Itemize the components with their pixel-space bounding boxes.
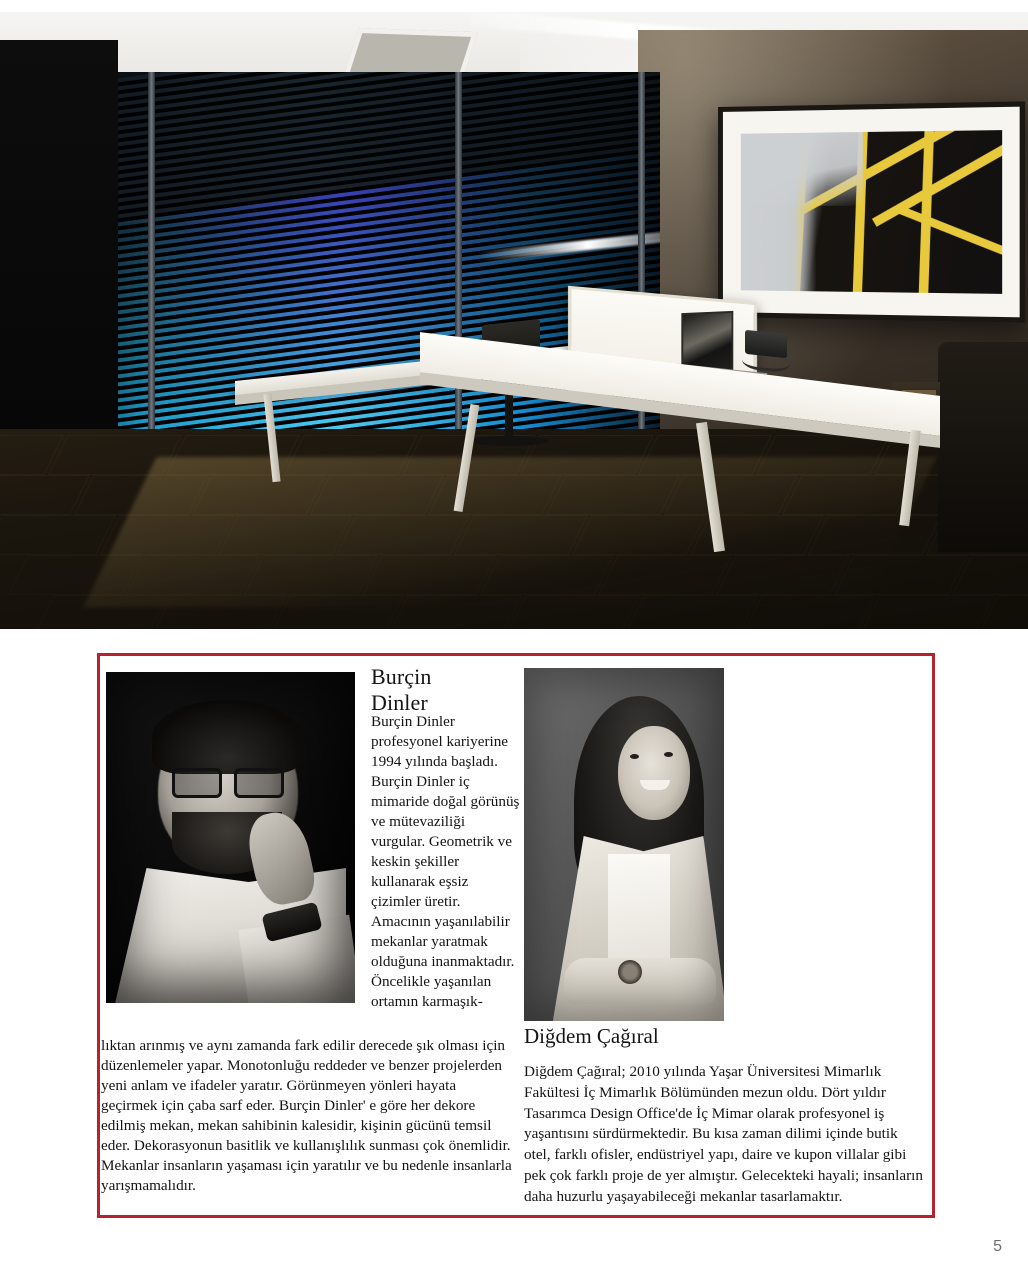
artwork-diagonal-bar <box>898 206 1002 259</box>
carpet-tile <box>244 555 378 595</box>
carpet-tile <box>74 475 208 515</box>
carpet-tile <box>834 555 968 595</box>
carpet-tile <box>546 475 680 515</box>
page-number: 5 <box>993 1238 1002 1255</box>
carpet-tile <box>506 595 640 629</box>
carpet-tile <box>782 475 916 515</box>
carpet-tile <box>48 435 182 475</box>
profile-body-text-digdem-cagiral: Diğdem Çağıral; 2010 yılında Yaşar Üniversitesi Mimarlık Fakültesi İç Mimarlık Bölümünden mezun oldu. Dört yıldır Tasarımca Design Office'de İç Mimar olarak profesyonel iş yaşantısını sürdürmektedir. Bu kısa zaman dilimi içinde butik otel, farklı ofisler, endüstriyel yapı, daire ve kupon villalar gibi pek çok farklı proje de yer almıştır. Gelecekteki hayali; insanların daha huzurlu yaşayabileceği mekanlar tasarlamaktır. <box>524 1063 923 1205</box>
portrait-photo-burcin-dinler <box>106 672 355 1003</box>
carpet-tile <box>362 555 496 595</box>
portrait-photo-digdem-cagiral <box>524 668 724 1021</box>
carpet-tile <box>284 435 418 475</box>
artwork-diagonal-bar <box>871 140 1002 227</box>
carpet-tile <box>742 595 876 629</box>
carpet-tile <box>808 515 942 555</box>
carpet-tile <box>310 475 444 515</box>
carpet-tile <box>100 515 234 555</box>
artwork-image <box>741 130 1002 294</box>
carpet-tile <box>572 515 706 555</box>
carpet-tile <box>192 475 326 515</box>
carpet-tile <box>34 595 168 629</box>
chair-base <box>470 436 548 446</box>
office-interior-scene <box>0 12 1028 629</box>
carpet-tile <box>388 595 522 629</box>
carpet-tile <box>454 515 588 555</box>
profile-name-digdem-cagiral: Diğdem Çağıral <box>524 1024 659 1048</box>
carpet-tile <box>126 555 260 595</box>
carpet-tile <box>428 475 562 515</box>
carpet-tile <box>152 595 286 629</box>
carpet-floor <box>0 429 1028 629</box>
office-chair-right <box>938 342 1028 552</box>
carpet-tile <box>664 475 798 515</box>
artwork-vertical-bar <box>918 130 934 294</box>
carpet-tile <box>270 595 404 629</box>
profile-wide-paragraph: lıktan arınmış ve aynı zamanda fark edilir derecede şık olması için düzenlemeler yapar. Monotonluğu reddeder ve benzer projelerden yeni anlam ve ifadeler yaratır. Görünmeyen yönleri hayata geçirmek için çaba sarf eder. Burçin Dinler' e göre her dekore edilmiş mekan, mekan sahibinin kalesidir, kişinin gücünü temsil eder. Dekorasyonun basitlik ve kullanışlılık sunması çok önemlidir. Mekanlar insanların yaşaması için yaratılır ve bu nedenle insanlarla yarışmamalıdır. <box>101 1037 512 1194</box>
profile-name-burcin-dinler <box>371 664 521 715</box>
carpet-tile <box>8 555 142 595</box>
carpet-tile <box>218 515 352 555</box>
carpet-tile <box>860 595 994 629</box>
carpet-tile <box>166 435 300 475</box>
carpet-tile <box>624 595 758 629</box>
framed-artwork <box>718 101 1025 322</box>
photo-vignette <box>524 668 724 1021</box>
hero-photograph <box>0 12 1028 629</box>
artwork-sky-gradient <box>741 132 864 206</box>
carpet-tile <box>598 555 732 595</box>
profile-name-line-2: Dinler <box>371 689 428 715</box>
profile-narrow-column-text: Burçin Dinler profesyonel kariyerine 1994 yılında başladı. Burçin Dinler iç mimaride doğal görünüş ve mütevaziliği vurgular. Geometrik ve keskin şekiller kullanarak eşsiz çizimler üretir. Amacının yaşanılabilir mekanlar yaratmak olduğuna inanmaktadır. Öncelikle yaşanılan ortamın karmaşık- <box>371 713 520 1010</box>
carpet-tile <box>716 555 850 595</box>
carpet-tile <box>756 435 890 475</box>
carpet-tile <box>0 515 116 555</box>
carpet-tile <box>336 515 470 555</box>
photo-vignette <box>106 672 355 1003</box>
carpet-tile <box>480 555 614 595</box>
profile-name-line-1: Burçin <box>371 664 432 689</box>
